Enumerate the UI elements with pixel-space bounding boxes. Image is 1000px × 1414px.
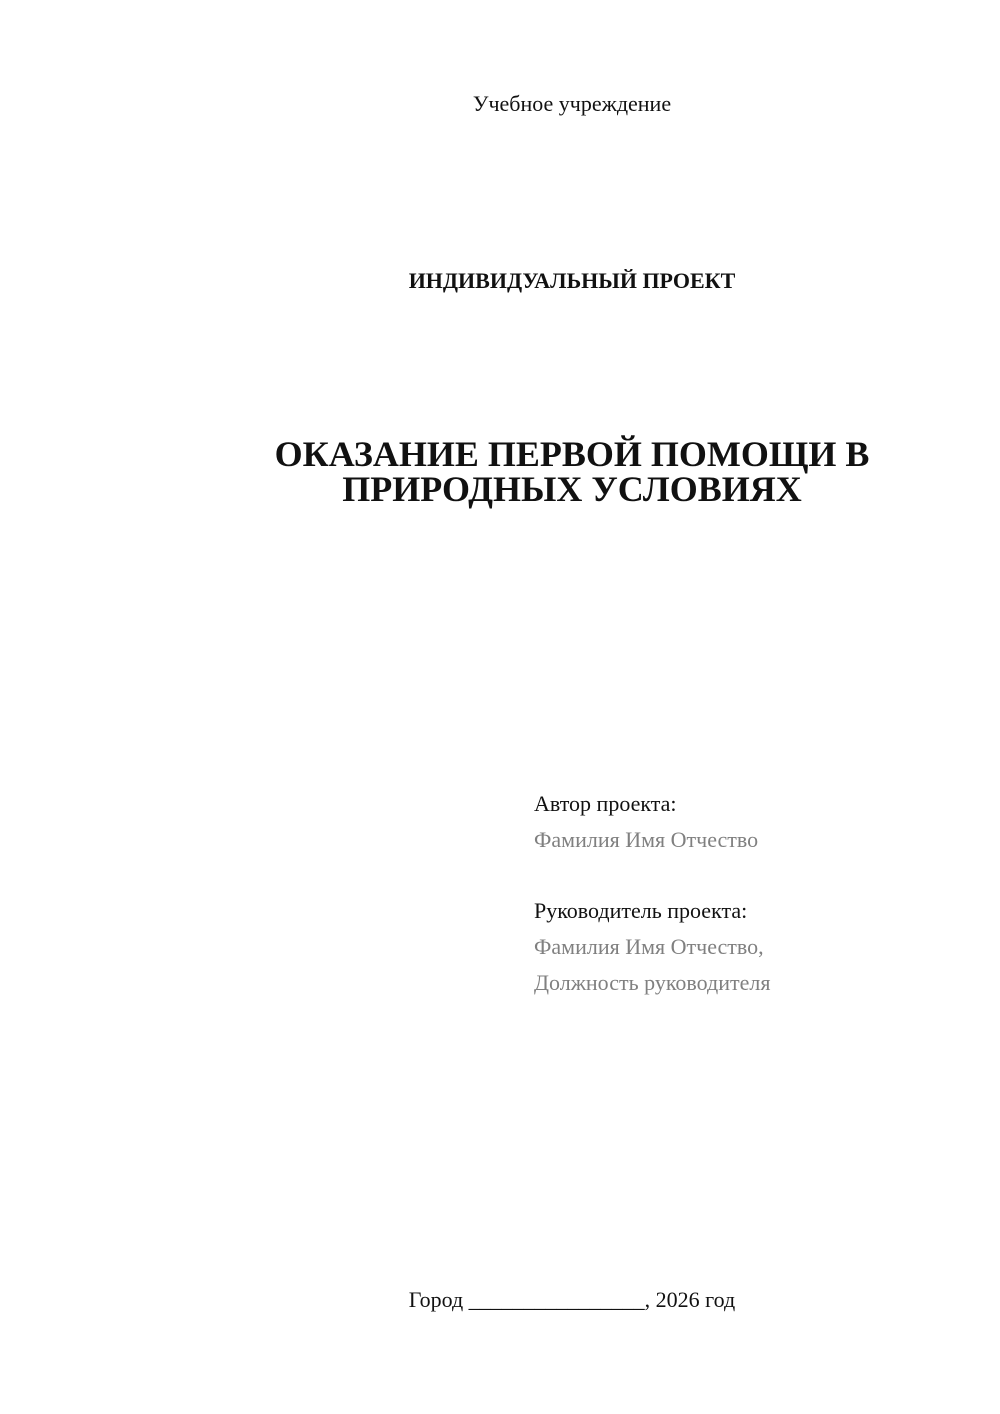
- author-label: Автор проекта:: [534, 791, 677, 816]
- project-title-line-2: ПРИРОДНЫХ УСЛОВИЯХ: [342, 469, 802, 509]
- city-year-line: Город ________________, 2026 год: [408, 1287, 736, 1312]
- supervisor-name-placeholder: Фамилия Имя Отчество,: [534, 934, 764, 959]
- supervisor-block: [534, 893, 770, 1001]
- project-title-line-1: ОКАЗАНИЕ ПЕРВОЙ ПОМОЩИ В: [274, 434, 870, 474]
- project-title: [72, 434, 1000, 509]
- author-name-placeholder: Фамилия Имя Отчество: [534, 827, 759, 852]
- project-type-heading: ИНДИВИДУАЛЬНЫЙ ПРОЕКТ: [408, 268, 736, 293]
- institution-name: Учебное учреждение: [472, 91, 672, 116]
- supervisor-label: Руководитель проекта:: [534, 898, 748, 923]
- supervisor-position-placeholder: Должность руководителя: [534, 970, 771, 995]
- author-block: [534, 786, 758, 858]
